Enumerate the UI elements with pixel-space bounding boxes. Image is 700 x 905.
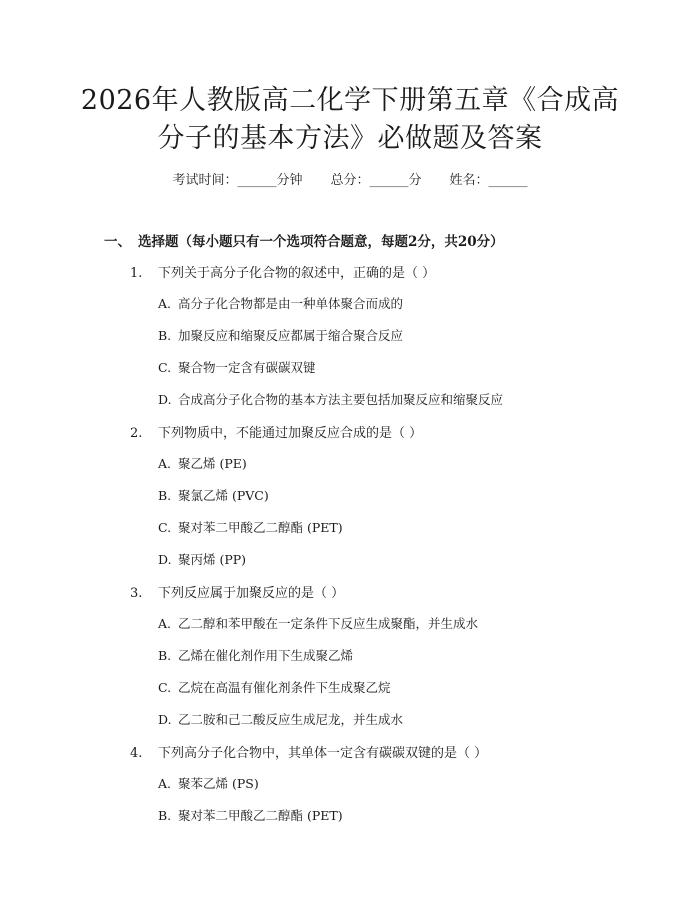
option-text: 聚苯乙烯 (PS) xyxy=(178,776,259,791)
option-text: 聚丙烯 (PP) xyxy=(178,552,247,567)
question-3 xyxy=(130,582,344,601)
option-letter: B. xyxy=(158,808,172,823)
option-2d xyxy=(158,550,246,568)
option-letter: C. xyxy=(158,680,172,695)
total-score-label: 总分：______分 xyxy=(330,173,422,188)
option-4b xyxy=(158,806,343,824)
exam-time-label: 考试时间：______分钟 xyxy=(172,173,303,188)
option-letter: C. xyxy=(158,520,172,535)
question-text: 下列反应属于加聚反应的是（ ） xyxy=(158,586,345,601)
option-text: 聚对苯二甲酸乙二醇酯 (PET) xyxy=(178,520,343,535)
option-letter: A. xyxy=(158,456,172,471)
option-text: 合成高分子化合物的基本方法主要包括加聚反应和缩聚反应 xyxy=(178,392,504,407)
option-letter: B. xyxy=(158,488,172,503)
option-2a xyxy=(158,454,247,472)
section-number: 一、 xyxy=(104,234,131,250)
option-letter: B. xyxy=(158,648,172,663)
option-text: 聚氯乙烯 (PVC) xyxy=(178,488,269,503)
option-text: 加聚反应和缩聚反应都属于缩合聚合反应 xyxy=(178,328,404,343)
option-letter: D. xyxy=(158,552,172,567)
question-2 xyxy=(130,422,422,441)
option-1d xyxy=(158,390,503,408)
question-text: 下列关于高分子化合物的叙述中，正确的是（ ） xyxy=(158,266,436,281)
title-line-1: 2026年人教版高二化学下册第五章《合成高 xyxy=(80,85,620,116)
exam-info xyxy=(0,169,700,188)
option-text: 乙烯在催化剂作用下生成聚乙烯 xyxy=(178,648,354,663)
option-letter: A. xyxy=(158,296,172,311)
option-text: 乙二醇和苯甲酸在一定条件下反应生成聚酯，并生成水 xyxy=(178,616,479,631)
option-letter: A. xyxy=(158,776,172,791)
option-2c xyxy=(158,518,343,536)
option-1c xyxy=(158,358,316,376)
question-4 xyxy=(130,742,487,761)
option-1b xyxy=(158,326,403,344)
option-text: 乙二胺和己二酸反应生成尼龙，并生成水 xyxy=(178,712,404,727)
question-number: 3. xyxy=(130,586,143,601)
question-1 xyxy=(130,262,435,281)
option-2b xyxy=(158,486,269,504)
section-title: 选择题（每小题只有一个选项符合题意，每题2分，共20分） xyxy=(138,234,504,250)
option-4a xyxy=(158,774,259,792)
option-3a xyxy=(158,614,478,632)
option-text: 聚乙烯 (PE) xyxy=(178,456,247,471)
section-heading xyxy=(104,230,504,250)
question-number: 4. xyxy=(130,746,143,761)
option-text: 聚对苯二甲酸乙二醇酯 (PET) xyxy=(178,808,343,823)
option-letter: D. xyxy=(158,712,172,727)
student-name-label: 姓名：______ xyxy=(449,173,528,188)
option-1a xyxy=(158,294,403,312)
option-letter: B. xyxy=(158,328,172,343)
option-text: 聚合物一定含有碳碳双键 xyxy=(178,360,316,375)
question-number: 1. xyxy=(130,266,143,281)
option-text: 高分子化合物都是由一种单体聚合而成的 xyxy=(178,296,404,311)
option-3b xyxy=(158,646,353,664)
option-3c xyxy=(158,678,391,696)
option-letter: C. xyxy=(158,360,172,375)
option-letter: A. xyxy=(158,616,172,631)
option-letter: D. xyxy=(158,392,172,407)
question-text: 下列高分子化合物中，其单体一定含有碳碳双键的是（ ） xyxy=(158,746,488,761)
option-text: 乙烷在高温有催化剂条件下生成聚乙烷 xyxy=(178,680,391,695)
question-number: 2. xyxy=(130,426,143,441)
question-text: 下列物质中，不能通过加聚反应合成的是（ ） xyxy=(158,426,423,441)
option-3d xyxy=(158,710,403,728)
title-line-2: 分子的基本方法》必做题及答案 xyxy=(157,123,543,154)
